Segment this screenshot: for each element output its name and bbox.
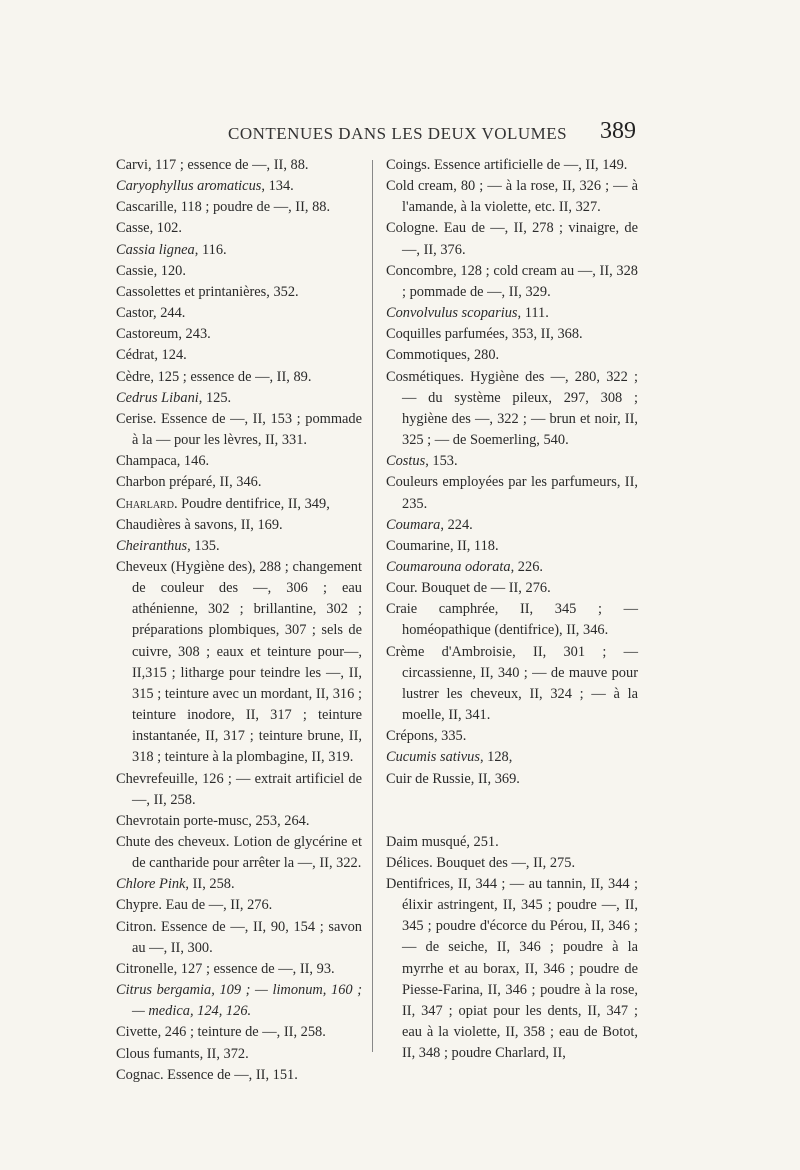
index-entry bbox=[386, 261, 638, 303]
entry-head: Caryophyllus aromaticus bbox=[116, 178, 262, 195]
index-entry bbox=[116, 832, 362, 874]
entry-head: Dentifrices bbox=[386, 876, 450, 892]
entry-locator: . Bouquet des —, II, 275. bbox=[429, 854, 576, 871]
index-entry bbox=[116, 324, 362, 345]
entry-head: Civette bbox=[116, 1024, 158, 1041]
entry-locator: . Eau de —, II, 278 ; vinaigre, de —, II, 376. bbox=[402, 220, 638, 258]
left-column bbox=[116, 155, 362, 1086]
entry-head: Cour bbox=[386, 580, 414, 597]
entry-head: Carvi bbox=[116, 157, 148, 173]
entry-locator: (Hygiène des), 288 ; changement de couleur des —, 306 ; eau athénienne, 302 ; brillantine, 302 ; préparations plombiques, 307 ; sels de cuivre, 308 ; eaux et teinture pour—, II,315 ; litharge pour teindre les —, II, 315 ; teinture avec un mordant, II, 316 ; teinture inodore, II, 317 ; teinture instantanée, II, 317 ; teinture brune, II, 318 ; teinture à la plombagine, II, 319. bbox=[132, 558, 362, 766]
index-entry bbox=[386, 557, 638, 578]
entry-head: Chaudières à savons bbox=[116, 516, 234, 533]
index-entry bbox=[116, 176, 362, 197]
entry-head: Cheveux bbox=[116, 558, 168, 575]
index-entry bbox=[116, 874, 362, 895]
entry-locator: , II, 301 ; — circassienne, II, 340 ; — de mauve pour lustrer les cheveux, II, 324 ; — à la moelle, II, 341. bbox=[402, 643, 638, 724]
index-entry bbox=[386, 367, 638, 452]
index-entry bbox=[116, 472, 362, 493]
index-entry bbox=[116, 345, 362, 366]
index-entry bbox=[116, 155, 362, 176]
entry-locator: , 352. bbox=[266, 283, 299, 300]
entry-locator: . Bouquet de — II, 276. bbox=[414, 580, 551, 597]
index-entry bbox=[116, 917, 362, 959]
entry-head: Cognac bbox=[116, 1066, 160, 1083]
index-entry bbox=[116, 451, 362, 472]
entry-locator: , 226. bbox=[510, 558, 543, 575]
index-entry bbox=[116, 557, 362, 769]
index-entry bbox=[116, 303, 362, 324]
index-entry bbox=[116, 536, 362, 557]
entry-head: Cheiranthus bbox=[116, 537, 188, 554]
entry-locator: , 120. bbox=[153, 262, 186, 279]
index-entry bbox=[386, 536, 638, 557]
entry-head: Costus bbox=[386, 453, 426, 470]
index-entry bbox=[386, 451, 638, 472]
index-entry bbox=[386, 324, 638, 345]
entry-head: Chevrotain porte-musc bbox=[116, 812, 249, 829]
right-column bbox=[386, 155, 638, 1064]
index-entry bbox=[116, 197, 362, 218]
entry-head: Castor bbox=[116, 305, 153, 322]
index-entry bbox=[386, 155, 638, 176]
index-entry bbox=[386, 578, 638, 599]
entry-head: Champaca bbox=[116, 453, 177, 470]
entry-locator: , 125 ; essence de —, II, 89. bbox=[150, 368, 312, 385]
index-entry bbox=[386, 345, 638, 366]
entry-locator: . Eau de —, II, 276. bbox=[158, 897, 273, 914]
entry-locator: . Essence artificielle de —, II, 149. bbox=[426, 157, 628, 173]
entry-head: Commotiques bbox=[386, 347, 467, 364]
entry-locator: , 243. bbox=[178, 326, 211, 343]
entry-locator: . Essence de —, II, 151. bbox=[159, 1066, 298, 1083]
entry-head: Crépons bbox=[386, 728, 434, 745]
entry-head: Chlore Pink bbox=[116, 876, 186, 893]
index-entry bbox=[116, 1065, 362, 1086]
index-entry bbox=[116, 515, 362, 536]
entry-locator: , 224. bbox=[440, 516, 473, 533]
index-entry bbox=[116, 895, 362, 916]
entry-head: Cerise bbox=[116, 410, 153, 427]
entry-locator: , 128 ; cold cream au —, II, 328 ; pommade de —, II, 329. bbox=[402, 262, 638, 300]
entry-locator: , II, 118. bbox=[449, 537, 499, 554]
entry-head: Cédrat bbox=[116, 347, 155, 364]
index-entry bbox=[116, 769, 362, 811]
running-head: CONTENUES DANS LES DEUX VOLUMES bbox=[228, 124, 568, 143]
entry-head: Casse bbox=[116, 220, 150, 237]
entry-head: Coumara bbox=[386, 516, 441, 533]
entry-locator: , 116. bbox=[194, 241, 227, 258]
entry-head: Chypre bbox=[116, 897, 159, 914]
entry-locator: , II, 235. bbox=[402, 474, 638, 512]
entry-locator: , II, 169. bbox=[233, 516, 283, 533]
entry-head: Cascarille bbox=[116, 199, 174, 216]
entry-head: Citronelle bbox=[116, 960, 174, 977]
index-entry bbox=[386, 853, 638, 874]
column-rule bbox=[372, 160, 373, 1052]
entry-head: Cassie bbox=[116, 262, 154, 279]
entry-locator: , 246 ; teinture de —, II, 258. bbox=[157, 1024, 326, 1041]
entry-head: Cèdre bbox=[116, 368, 151, 385]
entry-locator: , II, 345 ; — homéopathique (dentifrice), II, 346. bbox=[402, 601, 638, 639]
entry-head: Cucumis sativus bbox=[386, 749, 480, 766]
entry-head: Cold cream bbox=[386, 178, 454, 195]
entry-locator: , II, 258. bbox=[185, 876, 235, 893]
entry-head: Coumarine bbox=[386, 537, 450, 554]
page-number: 389 bbox=[600, 118, 636, 144]
index-entry bbox=[386, 472, 638, 514]
index-entry bbox=[386, 642, 638, 727]
entry-locator: , 111. bbox=[517, 305, 549, 322]
entry-locator: , II, 346. bbox=[212, 474, 262, 491]
entry-locator: , 124. bbox=[154, 347, 187, 364]
entry-head: Cosmétiques bbox=[386, 368, 461, 385]
index-entry bbox=[116, 282, 362, 303]
entry-head: Coquilles parfumées bbox=[386, 326, 505, 343]
entry-head: Convolvulus scoparius bbox=[386, 305, 518, 322]
entry-locator: . Hygiène des —, 280, 322 ; — du système pileux, 297, 308 ; hygiène des —, 322 ; — brun et noir, II, 325 ; — de Soemerling, 540. bbox=[402, 368, 638, 449]
index-entry bbox=[116, 1044, 362, 1065]
index-entry bbox=[386, 599, 638, 641]
index-entry bbox=[386, 747, 638, 768]
entry-head: Cologne bbox=[386, 220, 435, 237]
entry-head: Daim musqué bbox=[386, 833, 467, 850]
entry-head: Cassia lignea bbox=[116, 241, 195, 258]
entry-head: Citron bbox=[116, 918, 153, 935]
entry-locator: , 128, bbox=[479, 749, 513, 766]
entry-head: Cedrus Libani bbox=[116, 389, 199, 406]
entry-locator: . Essence de —, II, 90, 154 ; savon au —, II, 300. bbox=[132, 918, 362, 956]
index-entry bbox=[116, 388, 362, 409]
index-entry bbox=[386, 874, 638, 1064]
index-entry bbox=[116, 218, 362, 239]
entry-head: Couleurs employées par les parfumeurs bbox=[386, 474, 617, 491]
entry-locator: , 117 ; essence de —, II, 88. bbox=[147, 157, 309, 173]
entry-head: Craie camphrée bbox=[386, 601, 495, 618]
index-entry bbox=[116, 261, 362, 282]
index-entry bbox=[386, 832, 638, 853]
entry-head: Cassolettes et printanières bbox=[116, 283, 267, 300]
entry-locator: , 125. bbox=[198, 389, 232, 406]
entry-locator: . Poudre dentifrice, II, 349, bbox=[173, 495, 330, 512]
entry-head: Crème d'Ambroisie bbox=[386, 643, 513, 660]
entry-locator: , 146. bbox=[176, 453, 210, 470]
entry-locator: , 118 ; poudre de —, II, 88. bbox=[173, 199, 331, 216]
index-entry bbox=[116, 409, 362, 451]
entry-locator: , II, 372. bbox=[199, 1045, 249, 1062]
entry-locator: , 126 ; — extrait artificiel de —, II, 258. bbox=[132, 770, 362, 808]
entry-head: Charbon préparé bbox=[116, 474, 213, 491]
entry-locator: , 280. bbox=[466, 347, 500, 364]
index-entry bbox=[116, 367, 362, 388]
entry-locator: , 253, 264. bbox=[248, 812, 310, 829]
entry-locator: , 134. bbox=[261, 178, 294, 195]
entry-head: Coings bbox=[386, 157, 427, 173]
entry-head: Coumarouna odorata bbox=[386, 558, 511, 575]
entry-locator: , 127 ; essence de —, II, 93. bbox=[173, 960, 335, 977]
index-entry bbox=[116, 980, 362, 1022]
entry-head: Castoreum bbox=[116, 326, 179, 343]
index-entry bbox=[386, 176, 638, 218]
entry-locator: , 102. bbox=[149, 220, 182, 237]
entry-head: Délices bbox=[386, 854, 430, 871]
index-entry bbox=[386, 726, 638, 747]
index-entry bbox=[386, 218, 638, 260]
entry-head: Concombre bbox=[386, 262, 454, 279]
entry-head: Clous fumants bbox=[116, 1045, 200, 1062]
entry-locator: . Lotion de glycérine et de cantharide pour arrêter la —, II, 322. bbox=[132, 834, 362, 872]
entry-locator: , 353, II, 368. bbox=[504, 326, 583, 343]
entry-locator: , 109 ; — limonum, 160 ; — medica, 124, 126. bbox=[132, 982, 363, 1020]
right-column-c-entries bbox=[386, 155, 638, 790]
entry-locator: , 80 ; — à la rose, II, 326 ; — à l'amande, à la violette, etc. II, 327. bbox=[402, 178, 638, 216]
entry-locator: , II, 344 ; — au tannin, II, 344 ; élixir astringent, II, 345 ; poudre —, II, 345 ; poudre d'écorce du Pérou, II, 346 ; — de seiche, II, 346 ; poudre à la myrrhe et au borax, II, 346 ; poudre de Piesse-Farina, II, 346 ; poudre à la rose, II, 347 ; opiat pour les dents, II, 347 ; eau à la violette, II, 358 ; eau de Botot, II, 348 ; poudre Charlard, II, bbox=[402, 876, 638, 1062]
index-entry bbox=[386, 303, 638, 324]
index-entry bbox=[116, 811, 362, 832]
entry-locator: . Essence de —, II, 153 ; pommade à la — pour les lèvres, II, 331. bbox=[132, 410, 362, 449]
entry-locator: , II, 369. bbox=[470, 770, 520, 787]
right-column-d-entries bbox=[386, 832, 638, 1065]
entry-locator: , 153. bbox=[425, 453, 458, 470]
letter-gap bbox=[386, 790, 638, 832]
entry-locator: , 244. bbox=[153, 305, 186, 322]
entry-head: Citrus bergamia bbox=[116, 982, 212, 999]
index-entry bbox=[116, 959, 362, 980]
entry-locator: , 135. bbox=[187, 537, 220, 554]
index-entry bbox=[386, 515, 638, 536]
entry-head: Chute des cheveux bbox=[116, 834, 226, 850]
entry-head: Cuir de Russie bbox=[386, 770, 471, 787]
entry-locator: , 335. bbox=[433, 728, 467, 745]
entry-locator: , 251. bbox=[466, 833, 499, 850]
index-entry bbox=[116, 1022, 362, 1043]
index-entry bbox=[386, 769, 638, 790]
index-entry bbox=[116, 240, 362, 261]
entry-head: Charlard bbox=[116, 495, 174, 512]
index-entry bbox=[116, 494, 362, 515]
entry-head: Chevrefeuille bbox=[116, 770, 195, 787]
